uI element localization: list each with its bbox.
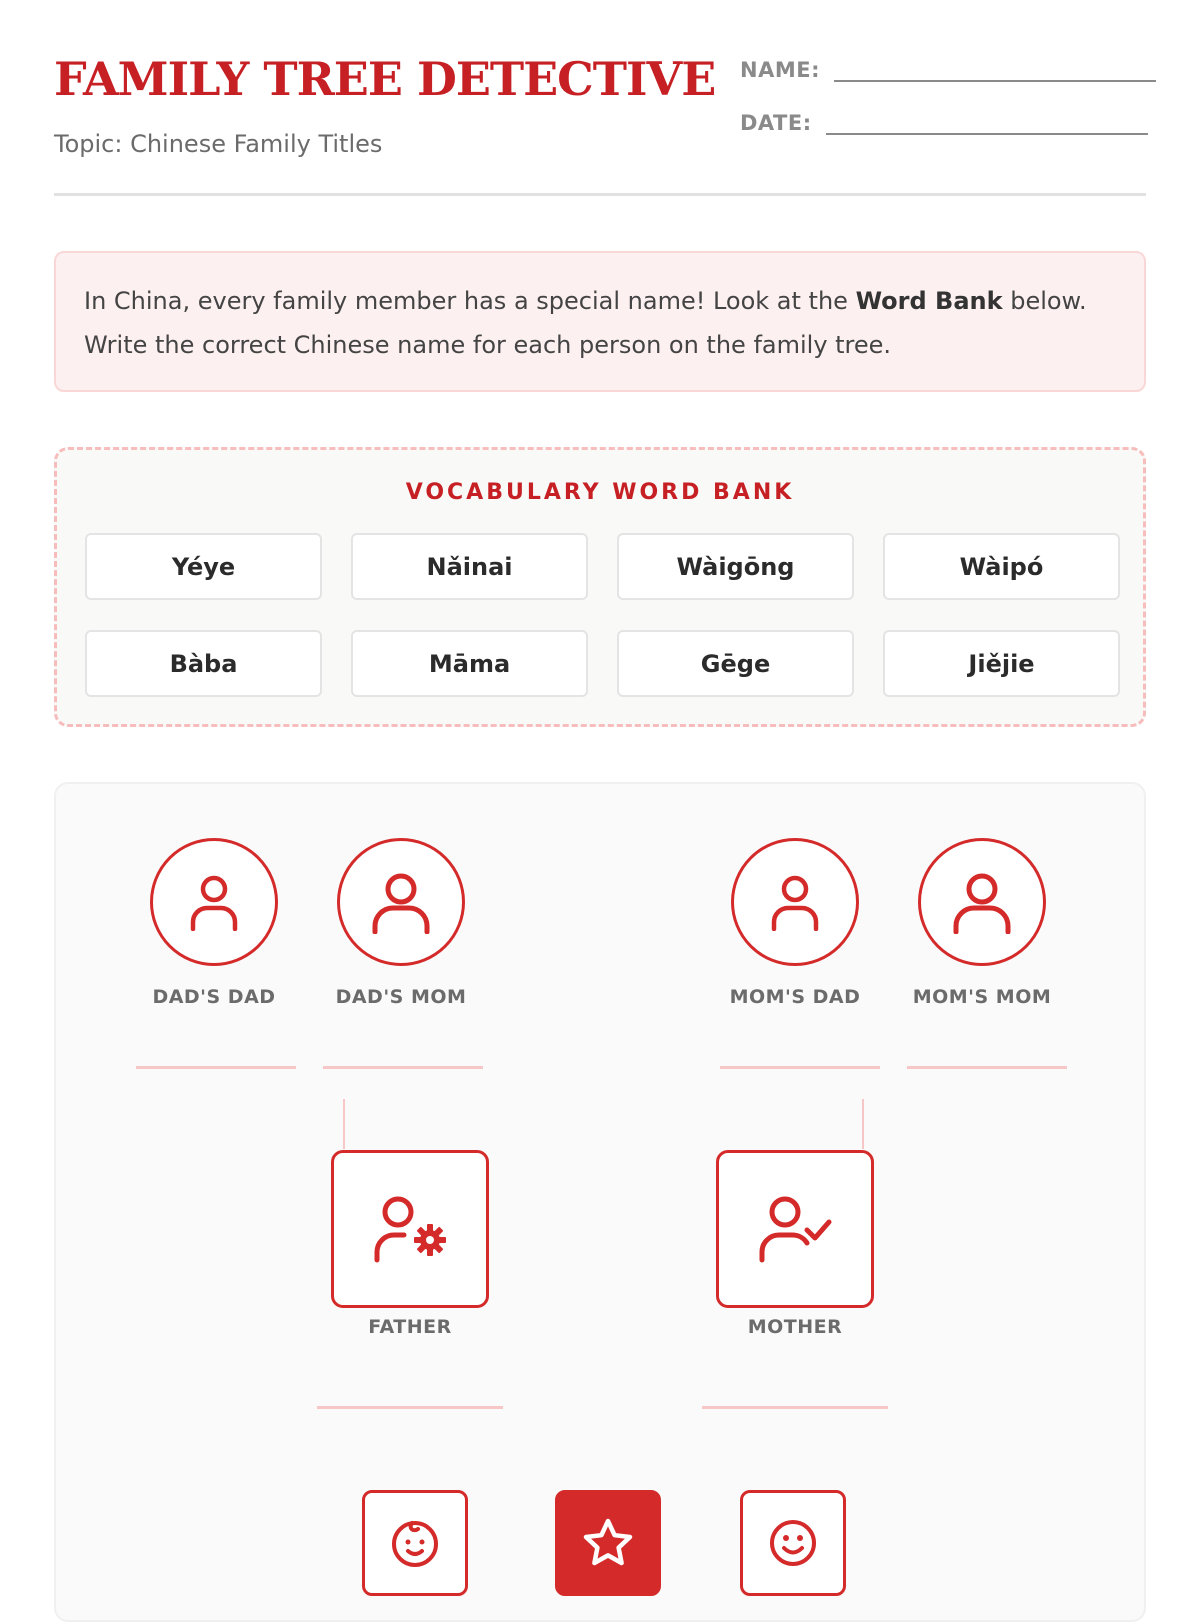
word-card[interactable]: Wàipó xyxy=(883,533,1120,600)
grandparent-label: DAD'S DAD xyxy=(152,986,276,1008)
moms-dad-avatar xyxy=(731,838,859,966)
name-input-line[interactable] xyxy=(834,80,1156,82)
answer-line[interactable] xyxy=(702,1406,888,1409)
word-card[interactable]: Wàigōng xyxy=(617,533,854,600)
name-field xyxy=(740,58,1156,82)
grandparent-label: MOM'S MOM xyxy=(912,986,1052,1008)
page-subtitle: Topic: Chinese Family Titles xyxy=(54,130,383,158)
smile-icon xyxy=(767,1517,819,1569)
family-tree-panel xyxy=(54,782,1146,1622)
date-label: DATE: xyxy=(740,111,812,135)
user-icon xyxy=(369,870,433,934)
star-icon xyxy=(580,1516,636,1570)
dads-dad-avatar xyxy=(150,838,278,966)
sibling-avatar xyxy=(740,1490,846,1596)
answer-line[interactable] xyxy=(317,1406,503,1409)
name-label: NAME: xyxy=(740,58,820,82)
answer-line[interactable] xyxy=(907,1066,1067,1069)
user-icon xyxy=(950,870,1014,934)
grandparent-label: MOM'S DAD xyxy=(729,986,861,1008)
dads-mom-avatar xyxy=(337,838,465,966)
word-bank-title: VOCABULARY WORD BANK xyxy=(405,480,795,505)
word-card[interactable]: Gēge xyxy=(617,630,854,697)
page-title: FAMILY TREE DETECTIVE xyxy=(54,52,716,106)
moms-mom-avatar xyxy=(918,838,1046,966)
baby-icon xyxy=(389,1517,441,1569)
grandparent-label: DAD'S MOM xyxy=(335,986,467,1008)
answer-line[interactable] xyxy=(323,1066,483,1069)
instructions-line-2: Write the correct Chinese name for each person on the family tree. xyxy=(84,331,892,359)
word-bank-emphasis: Word Bank xyxy=(855,287,1003,315)
mother-avatar xyxy=(716,1150,874,1308)
instructions-line-1: In China, every family member has a special name! Look at the Word Bank below. xyxy=(84,287,1087,315)
word-card[interactable]: Māma xyxy=(351,630,588,697)
answer-line[interactable] xyxy=(136,1066,296,1069)
date-field xyxy=(740,111,1148,135)
date-input-line[interactable] xyxy=(826,133,1148,135)
father-avatar xyxy=(331,1150,489,1308)
user-icon xyxy=(770,873,820,931)
sibling-avatar xyxy=(362,1490,468,1596)
user-check-icon xyxy=(757,1194,833,1264)
user-icon xyxy=(189,873,239,931)
connector-line xyxy=(862,1099,864,1149)
answer-line[interactable] xyxy=(720,1066,880,1069)
word-card[interactable]: Bàba xyxy=(85,630,322,697)
word-card[interactable]: Jiějie xyxy=(883,630,1120,697)
vocabulary-word-bank xyxy=(54,447,1146,727)
user-gear-icon xyxy=(372,1194,448,1264)
word-card[interactable]: Nǎinai xyxy=(351,533,588,600)
word-card[interactable]: Yéye xyxy=(85,533,322,600)
header-divider xyxy=(54,193,1146,196)
parent-label: FATHER xyxy=(368,1316,452,1338)
instructions-box xyxy=(54,251,1146,392)
connector-line xyxy=(343,1099,345,1149)
parent-label: MOTHER xyxy=(747,1316,843,1338)
me-avatar xyxy=(555,1490,661,1596)
